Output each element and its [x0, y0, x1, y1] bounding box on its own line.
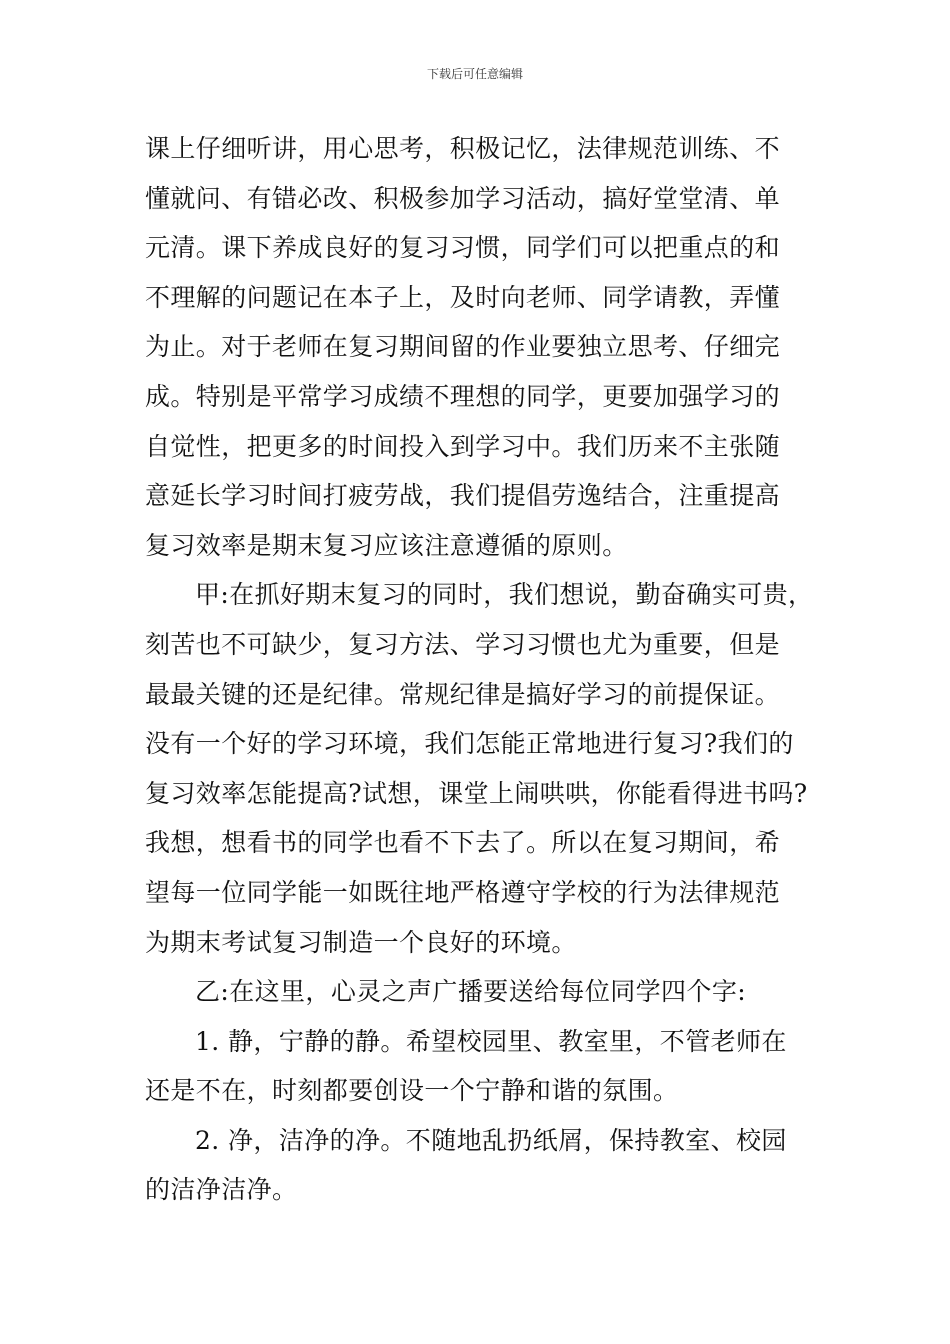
text-line: 复习效率怎能提高?试想，课堂上闹哄哄，你能看得进书吗? [145, 778, 808, 808]
text-line: 刻苦也不可缺少，复习方法、学习习惯也尤为重要，但是 [145, 629, 781, 659]
text-line: 意延长学习时间打疲劳战，我们提倡劳逸结合，注重提高 [145, 481, 781, 511]
text-line: 课上仔细听讲，用心思考，积极记忆，法律规范训练、不 [145, 134, 781, 163]
text-line: 望每一位同学能一如既往地严格遵守学校的行为法律规范 [145, 877, 781, 907]
text-line: 最最关键的还是纪律。常规纪律是搞好学习的前提保证。 [145, 679, 781, 709]
paragraph-1 [145, 124, 815, 570]
text-line: 不理解的问题记在本子上，及时向老师、同学请教，弄懂 [145, 282, 781, 312]
text-line: 复习效率是期末复习应该注意遵循的原则。 [145, 530, 628, 560]
text-line: 元清。课下养成良好的复习习惯，同学们可以把重点的和 [145, 233, 781, 263]
text-line: 甲:在抓好期末复习的同时，我们想说，勤奋确实可贵， [195, 580, 814, 610]
text-line: 我想，想看书的同学也看不下去了。所以在复习期间，希 [145, 828, 781, 858]
text-line: 2. 净，洁净的净。不随地乱扔纸屑，保持教室、校园 [195, 1125, 787, 1155]
text-line: 还是不在，时刻都要创设一个宁静和谐的氛围。 [145, 1076, 679, 1106]
text-line: 自觉性，把更多的时间投入到学习中。我们历来不主张随 [145, 431, 781, 461]
list-item-1 [145, 1017, 815, 1116]
text-line: 乙:在这里，心灵之声广播要送给每位同学四个字: [195, 977, 747, 1007]
text-line: 没有一个好的学习环境，我们怎能正常地进行复习?我们的 [145, 729, 794, 759]
text-line: 懂就问、有错必改、积极参加学习活动，搞好堂堂清、单 [145, 183, 781, 213]
text-line: 1. 静，宁静的静。希望校园里、教室里，不管老师在 [195, 1026, 787, 1056]
text-line: 为止。对于老师在复习期间留的作业要独立思考、仔细完 [145, 332, 781, 362]
text-line: 为期末考试复习制造一个良好的环境。 [145, 927, 577, 957]
text-line: 成。特别是平常学习成绩不理想的同学，更要加强学习的 [145, 381, 781, 411]
page-header: 下载后可任意编辑 [426, 67, 523, 81]
paragraph-2 [145, 570, 815, 967]
text-line: 的洁净洁净。 [145, 1175, 298, 1205]
document-body [145, 124, 815, 1215]
list-item-2 [145, 1116, 815, 1215]
paragraph-3 [145, 967, 815, 1017]
